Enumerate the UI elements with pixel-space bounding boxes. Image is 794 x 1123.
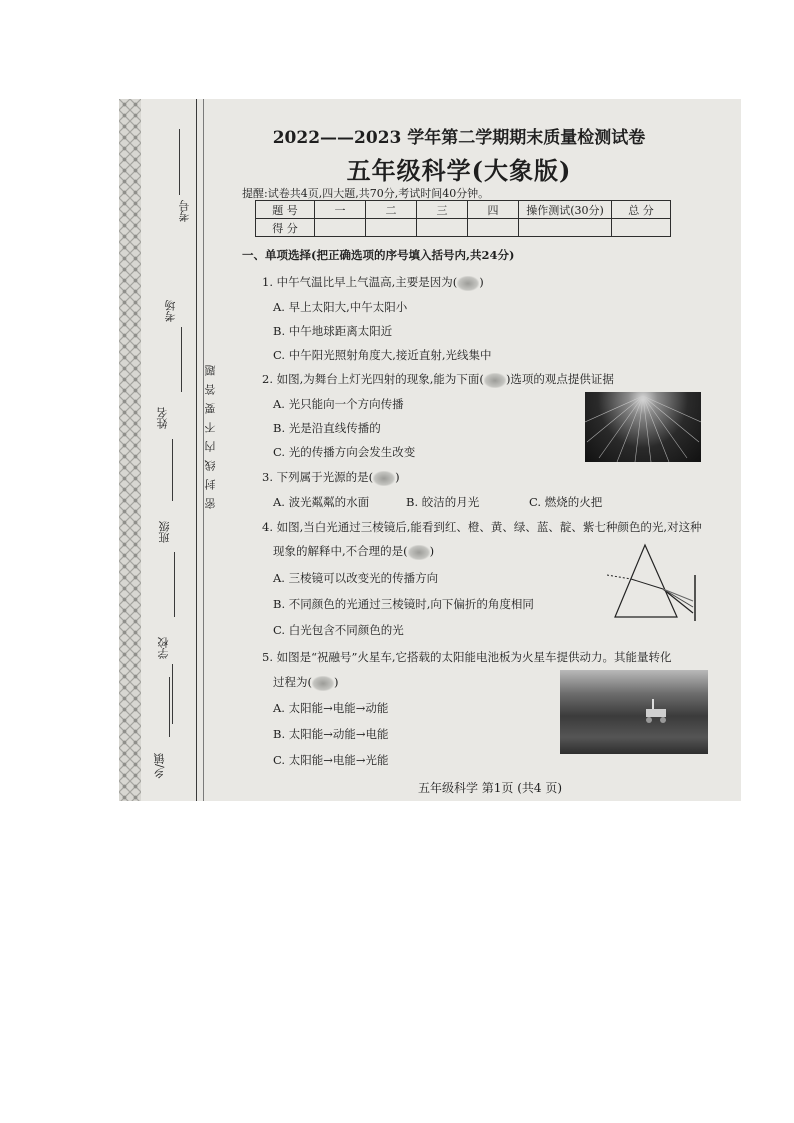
incident-light [607,575,631,579]
exam-sheet [119,99,741,801]
option: B. 太阳能→动能→电能 [273,727,389,741]
township-label: 乡/镇 [153,753,166,779]
rover-icon [642,699,670,725]
score-cell[interactable] [468,219,519,237]
question-stem: 2. 如图,为舞台上灯光四射的现象,能为下面( [262,372,484,386]
score-header-cell: 一 [315,201,366,219]
exam-room-label: 考场 [164,300,177,322]
mars-rover-photo [560,670,708,754]
seal-notice: 密封线内不要答题 [204,357,217,509]
score-header-cell: 四 [468,201,519,219]
exam-reminder: 提醒:试卷共4页,四大题,共70分,考试时间40分钟。 [242,187,490,200]
prism-triangle [615,545,677,617]
dispersed-light [663,589,693,613]
exam-title: 2022——2023 学年第二学期期末质量检测试卷 [272,128,646,148]
score-cell[interactable] [417,219,468,237]
page-footer: 五年级科学 第1页 (共4 页) [417,781,563,795]
exam-room-blank [181,327,182,392]
score-header-cell: 三 [417,201,468,219]
answer-blank[interactable] [312,676,334,691]
score-cell[interactable] [519,219,612,237]
decorative-border [119,99,141,801]
question-stem: 现象的解释中,不合理的是( [273,544,408,558]
question-stem: 3. 下列属于光源的是( [262,470,374,484]
score-cell[interactable] [612,219,671,237]
option: B. 不同颜色的光通过三棱镜时,向下偏折的角度相同 [273,597,534,611]
option: B. 皎洁的月光 [406,495,480,509]
option: B. 中午地球距离太阳近 [273,324,393,338]
name-label: 姓名 [156,407,169,429]
option: C. 白光包含不同颜色的光 [273,623,404,637]
score-row-label: 得 分 [256,219,315,237]
township-blank [169,677,170,737]
question-4: 4. 如图,当白光通过三棱镜后,能看到红、橙、黄、绿、蓝、靛、紫七种颜色的光,对这种 [262,520,702,534]
prism-diagram [607,541,703,623]
score-header-cell: 题 号 [256,201,315,219]
question-5-cont: 过程为( ) [273,675,339,689]
name-blank [172,439,173,501]
score-cell[interactable] [366,219,417,237]
score-header-cell: 二 [366,201,417,219]
option: C. 中午阳光照射角度大,接近直射,光线集中 [273,348,492,362]
question-3: 3. 下列属于光源的是( ) [262,470,400,484]
exam-number-label: 考号 [178,200,191,222]
option: C. 太阳能→电能→光能 [273,753,389,767]
school-label: 学校 [157,637,170,659]
answer-blank[interactable] [457,276,479,291]
question-4-cont: 现象的解释中,不合理的是( ) [273,544,435,558]
binding-line [196,99,197,801]
question-stem: 过程为( [273,675,312,689]
option: B. 光是沿直线传播的 [273,421,381,435]
answer-blank[interactable] [484,373,506,388]
dispersed-light [663,589,693,607]
option: A. 三棱镜可以改变光的传播方向 [273,571,439,585]
question-5: 5. 如图是“祝融号”火星车,它搭载的太阳能电池板为火星车提供动力。其能量转化 [262,650,672,664]
option: A. 光只能向一个方向传播 [273,397,404,411]
class-label: 班级 [158,521,171,543]
option: C. 光的传播方向会发生改变 [273,445,416,459]
refracted-light [631,579,663,589]
option: A. 早上太阳大,中午太阳小 [273,300,408,314]
light-rays [585,392,701,462]
section-title: 一、单项选择(把正确选项的序号填入括号内,共24分) [242,248,515,262]
question-1: 1. 中午气温比早上气温高,主要是因为( ) [262,275,484,289]
option: C. 燃烧的火把 [529,495,603,509]
class-blank [174,552,175,617]
score-cell[interactable] [315,219,366,237]
answer-blank[interactable] [408,545,430,560]
question-stem: 1. 中午气温比早上气温高,主要是因为( [262,275,458,289]
score-table [255,200,671,237]
exam-number-blank [179,129,180,195]
option: A. 波光粼粼的水面 [273,495,370,509]
score-header-cell: 操作测试(30分) [519,201,612,219]
score-header-cell: 总 分 [612,201,671,219]
school-blank [172,664,173,724]
stage-lights-photo [585,392,701,462]
question-2: 2. 如图,为舞台上灯光四射的现象,能为下面( )选项的观点提供证据 [262,372,614,386]
answer-blank[interactable] [373,471,395,486]
option: A. 太阳能→电能→动能 [273,701,389,715]
exam-subtitle: 五年级科学(大象版) [346,156,572,185]
